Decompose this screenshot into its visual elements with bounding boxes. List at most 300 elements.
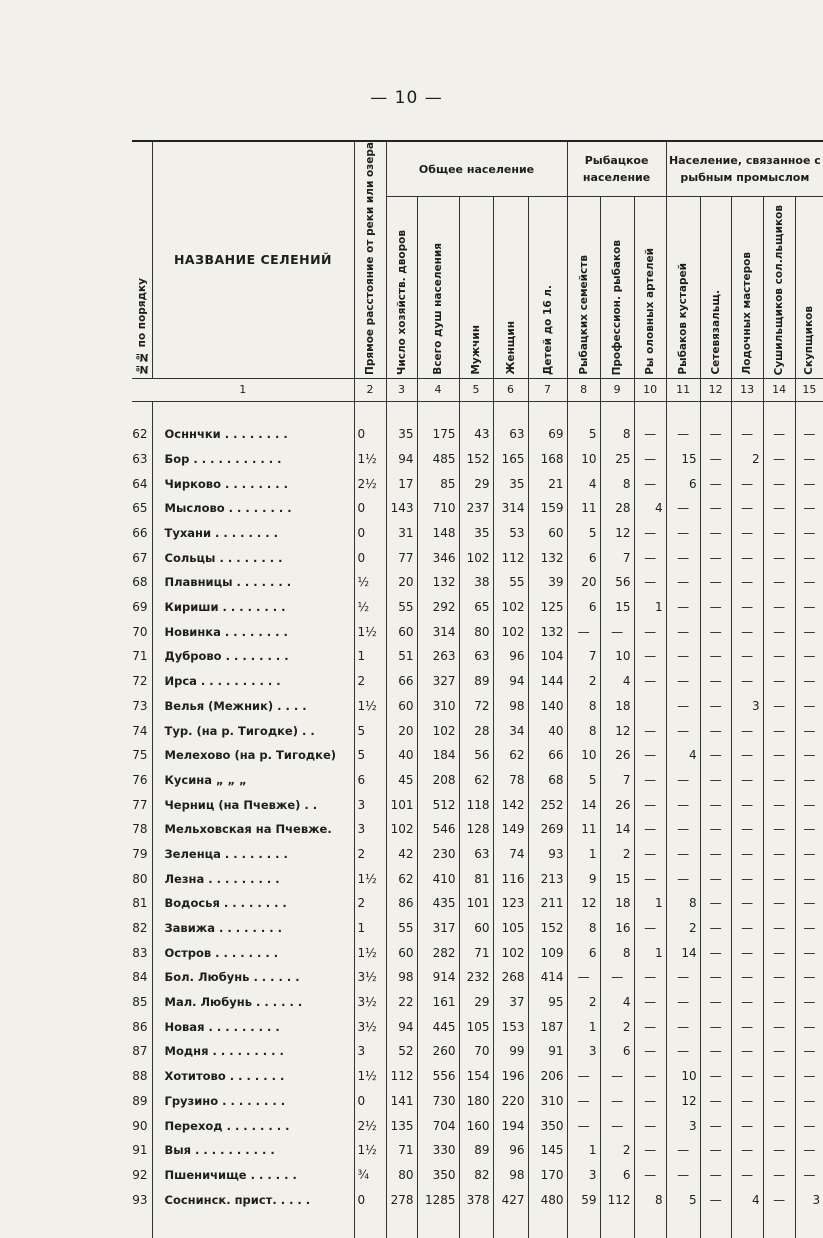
data-cell: 29 bbox=[459, 990, 493, 1015]
data-cell: 346 bbox=[417, 545, 459, 570]
data-cell: — bbox=[700, 842, 731, 867]
data-cell: 91 bbox=[528, 1039, 567, 1064]
settlement-name: Модня . . . . . . . . . bbox=[152, 1039, 354, 1064]
data-cell: 102 bbox=[493, 595, 528, 620]
data-cell: — bbox=[763, 1064, 795, 1089]
table-row bbox=[132, 471, 823, 496]
data-cell: 310 bbox=[417, 694, 459, 719]
data-cell: 556 bbox=[417, 1064, 459, 1089]
data-cell: — bbox=[795, 768, 823, 793]
data-cell: 98 bbox=[493, 1163, 528, 1188]
data-cell: 140 bbox=[528, 694, 567, 719]
data-cell: 60 bbox=[459, 916, 493, 941]
data-cell: — bbox=[666, 792, 700, 817]
data-cell: 132 bbox=[417, 570, 459, 595]
distance-cell: 3 bbox=[354, 792, 386, 817]
data-cell: — bbox=[731, 743, 763, 768]
table-body bbox=[132, 401, 823, 1238]
data-cell: — bbox=[763, 496, 795, 521]
data-cell: — bbox=[666, 990, 700, 1015]
distance-cell: 0 bbox=[354, 1187, 386, 1212]
data-cell: — bbox=[795, 496, 823, 521]
data-cell: — bbox=[731, 891, 763, 916]
data-cell: 66 bbox=[528, 743, 567, 768]
data-cell: 4 bbox=[666, 743, 700, 768]
data-cell: — bbox=[634, 990, 666, 1015]
data-cell: 35 bbox=[386, 422, 417, 447]
data-cell: — bbox=[731, 1039, 763, 1064]
data-cell: 17 bbox=[386, 471, 417, 496]
distance-cell: 2 bbox=[354, 891, 386, 916]
data-cell: 194 bbox=[493, 1113, 528, 1138]
data-cell: — bbox=[763, 1113, 795, 1138]
data-cell: — bbox=[731, 1113, 763, 1138]
column-number: 12 bbox=[700, 378, 731, 401]
row-number: 63 bbox=[132, 451, 148, 466]
data-cell: — bbox=[795, 545, 823, 570]
distance-cell: 1½ bbox=[354, 866, 386, 891]
data-cell: — bbox=[731, 916, 763, 941]
data-cell: 268 bbox=[493, 965, 528, 990]
data-cell: 71 bbox=[386, 1138, 417, 1163]
data-cell: 6 bbox=[666, 471, 700, 496]
data-cell: — bbox=[795, 447, 823, 472]
data-cell: — bbox=[634, 1089, 666, 1114]
settlement-name: Черниц (на Пчевже) . . bbox=[152, 792, 354, 817]
data-cell: 94 bbox=[493, 669, 528, 694]
data-cell: 327 bbox=[417, 669, 459, 694]
data-cell: — bbox=[795, 891, 823, 916]
table-row bbox=[132, 447, 823, 472]
data-cell: — bbox=[763, 842, 795, 867]
column-number: 4 bbox=[417, 378, 459, 401]
data-cell: 350 bbox=[417, 1163, 459, 1188]
table-row bbox=[132, 1163, 823, 1188]
data-cell: — bbox=[795, 792, 823, 817]
table-row bbox=[132, 570, 823, 595]
data-cell: 154 bbox=[459, 1064, 493, 1089]
row-number: 67 bbox=[132, 550, 148, 565]
data-cell: 101 bbox=[459, 891, 493, 916]
data-cell: — bbox=[763, 644, 795, 669]
data-cell: — bbox=[731, 471, 763, 496]
distance-cell: 3½ bbox=[354, 1014, 386, 1039]
table-header bbox=[132, 141, 823, 401]
data-cell: — bbox=[634, 644, 666, 669]
data-cell: — bbox=[731, 570, 763, 595]
settlement-name: Новая . . . . . . . . . bbox=[152, 1014, 354, 1039]
data-cell: 142 bbox=[493, 792, 528, 817]
data-cell: — bbox=[700, 718, 731, 743]
data-cell: 252 bbox=[528, 792, 567, 817]
data-cell: — bbox=[763, 471, 795, 496]
table-row bbox=[132, 718, 823, 743]
row-number: 72 bbox=[132, 674, 148, 689]
data-cell: 40 bbox=[386, 743, 417, 768]
settlement-name: Дуброво . . . . . . . . bbox=[152, 644, 354, 669]
data-cell: 445 bbox=[417, 1014, 459, 1039]
data-cell: 112 bbox=[600, 1187, 634, 1212]
data-cell: — bbox=[795, 817, 823, 842]
data-cell: 152 bbox=[528, 916, 567, 941]
data-cell: 86 bbox=[386, 891, 417, 916]
data-cell: 12 bbox=[600, 718, 634, 743]
distance-cell: ¾ bbox=[354, 1163, 386, 1188]
data-cell: — bbox=[634, 1014, 666, 1039]
data-cell: — bbox=[700, 595, 731, 620]
data-cell: 98 bbox=[493, 694, 528, 719]
data-cell: — bbox=[763, 545, 795, 570]
data-cell: 6 bbox=[567, 595, 600, 620]
data-cell: 6 bbox=[567, 940, 600, 965]
data-cell: 6 bbox=[600, 1039, 634, 1064]
settlement-name: Мыслово . . . . . . . . bbox=[152, 496, 354, 521]
data-cell: — bbox=[731, 644, 763, 669]
table-row bbox=[132, 521, 823, 546]
data-cell: — bbox=[731, 619, 763, 644]
distance-cell: 1½ bbox=[354, 940, 386, 965]
distance-cell: 3 bbox=[354, 1039, 386, 1064]
data-cell: 1 bbox=[567, 1138, 600, 1163]
data-cell: 18 bbox=[600, 694, 634, 719]
data-cell: 93 bbox=[528, 842, 567, 867]
data-cell: — bbox=[795, 916, 823, 941]
data-cell: 56 bbox=[459, 743, 493, 768]
distance-cell: 0 bbox=[354, 496, 386, 521]
distance-cell: 2½ bbox=[354, 471, 386, 496]
data-cell: 159 bbox=[528, 496, 567, 521]
table-row bbox=[132, 545, 823, 570]
data-cell: 2 bbox=[600, 1138, 634, 1163]
data-cell: — bbox=[700, 570, 731, 595]
data-cell: 4 bbox=[600, 669, 634, 694]
data-cell: 211 bbox=[528, 891, 567, 916]
table-row bbox=[132, 990, 823, 1015]
table-row bbox=[132, 743, 823, 768]
data-cell: 3 bbox=[567, 1163, 600, 1188]
data-cell: 16 bbox=[600, 916, 634, 941]
col-men-header: Мужчин bbox=[459, 197, 493, 379]
data-cell: 269 bbox=[528, 817, 567, 842]
table-row bbox=[132, 916, 823, 941]
data-cell: 34 bbox=[493, 718, 528, 743]
data-cell: — bbox=[731, 792, 763, 817]
data-cell: — bbox=[700, 694, 731, 719]
data-cell: — bbox=[666, 1138, 700, 1163]
data-cell: 12 bbox=[600, 521, 634, 546]
data-cell: 512 bbox=[417, 792, 459, 817]
data-cell: 55 bbox=[493, 570, 528, 595]
data-cell: — bbox=[700, 545, 731, 570]
data-cell: — bbox=[567, 1089, 600, 1114]
data-cell: — bbox=[795, 694, 823, 719]
data-cell: 5 bbox=[567, 422, 600, 447]
data-cell: 4 bbox=[634, 496, 666, 521]
data-cell: — bbox=[666, 496, 700, 521]
data-cell: 208 bbox=[417, 768, 459, 793]
col-children-header: Детей до 16 л. bbox=[528, 197, 567, 379]
data-cell: 10 bbox=[567, 743, 600, 768]
column-number: 7 bbox=[528, 378, 567, 401]
data-cell: — bbox=[763, 694, 795, 719]
data-cell: — bbox=[763, 965, 795, 990]
settlement-name: Бор . . . . . . . . . . . bbox=[152, 447, 354, 472]
data-cell: — bbox=[666, 644, 700, 669]
data-cell: 1285 bbox=[417, 1187, 459, 1212]
data-cell: — bbox=[700, 792, 731, 817]
col-artels-header: Ры оловных артелей bbox=[634, 197, 666, 379]
data-cell: — bbox=[795, 866, 823, 891]
settlement-name: Осннчки . . . . . . . . bbox=[152, 422, 354, 447]
row-number: 77 bbox=[132, 797, 148, 812]
settlement-name: Водосья . . . . . . . . bbox=[152, 891, 354, 916]
data-cell: — bbox=[763, 817, 795, 842]
data-cell: 2 bbox=[600, 1014, 634, 1039]
data-cell: — bbox=[731, 768, 763, 793]
data-cell: 55 bbox=[386, 595, 417, 620]
table-row bbox=[132, 669, 823, 694]
data-cell: 710 bbox=[417, 496, 459, 521]
column-number: 10 bbox=[634, 378, 666, 401]
column-number: 9 bbox=[600, 378, 634, 401]
data-cell: 8 bbox=[567, 916, 600, 941]
data-cell: 70 bbox=[459, 1039, 493, 1064]
distance-cell: ½ bbox=[354, 570, 386, 595]
data-cell: — bbox=[763, 891, 795, 916]
data-cell: — bbox=[666, 1039, 700, 1064]
data-cell: 9 bbox=[567, 866, 600, 891]
data-cell: 60 bbox=[386, 940, 417, 965]
data-cell: — bbox=[666, 521, 700, 546]
data-cell: 62 bbox=[493, 743, 528, 768]
data-cell: 21 bbox=[528, 471, 567, 496]
data-cell: 213 bbox=[528, 866, 567, 891]
data-cell: 104 bbox=[528, 644, 567, 669]
data-cell: 480 bbox=[528, 1187, 567, 1212]
data-cell: 28 bbox=[459, 718, 493, 743]
data-cell: — bbox=[700, 447, 731, 472]
data-cell: 125 bbox=[528, 595, 567, 620]
distance-cell: 1½ bbox=[354, 447, 386, 472]
settlement-name: Ирса . . . . . . . . . . bbox=[152, 669, 354, 694]
distance-cell: 2½ bbox=[354, 1113, 386, 1138]
data-cell: — bbox=[700, 1014, 731, 1039]
data-cell: — bbox=[795, 1138, 823, 1163]
settlement-name: Чирково . . . . . . . . bbox=[152, 471, 354, 496]
column-number: 2 bbox=[354, 378, 386, 401]
data-cell: 101 bbox=[386, 792, 417, 817]
data-cell: 2 bbox=[666, 916, 700, 941]
data-cell: — bbox=[700, 669, 731, 694]
distance-cell: 1½ bbox=[354, 1138, 386, 1163]
data-cell: 730 bbox=[417, 1089, 459, 1114]
data-cell: 63 bbox=[459, 842, 493, 867]
data-cell: 60 bbox=[528, 521, 567, 546]
data-cell: — bbox=[666, 768, 700, 793]
data-cell: 56 bbox=[600, 570, 634, 595]
data-cell: 4 bbox=[600, 990, 634, 1015]
data-cell: 5 bbox=[567, 521, 600, 546]
data-cell: 206 bbox=[528, 1064, 567, 1089]
data-cell: — bbox=[634, 521, 666, 546]
data-cell: — bbox=[666, 570, 700, 595]
data-cell: — bbox=[700, 965, 731, 990]
data-cell: — bbox=[666, 595, 700, 620]
data-cell: 3 bbox=[731, 694, 763, 719]
table-row bbox=[132, 768, 823, 793]
row-number: 90 bbox=[132, 1118, 148, 1133]
data-cell: — bbox=[634, 1064, 666, 1089]
settlement-name: Лезна . . . . . . . . . bbox=[152, 866, 354, 891]
data-cell: — bbox=[763, 940, 795, 965]
data-cell: 175 bbox=[417, 422, 459, 447]
column-number: 3 bbox=[386, 378, 417, 401]
settlement-name: Тур. (на р. Тигодке) . . bbox=[152, 718, 354, 743]
data-cell: — bbox=[731, 1089, 763, 1114]
data-cell: — bbox=[731, 1163, 763, 1188]
data-cell: 10 bbox=[666, 1064, 700, 1089]
data-cell: — bbox=[600, 1113, 634, 1138]
data-cell: — bbox=[700, 1039, 731, 1064]
row-number: 89 bbox=[132, 1093, 148, 1108]
distance-cell: 1 bbox=[354, 644, 386, 669]
settlement-name: Переход . . . . . . . . bbox=[152, 1113, 354, 1138]
col-name-header: НАЗВАНИЕ СЕЛЕНИЙ bbox=[152, 141, 354, 378]
table-row bbox=[132, 694, 823, 719]
data-cell: 82 bbox=[459, 1163, 493, 1188]
row-number: 79 bbox=[132, 846, 148, 861]
data-cell: 26 bbox=[600, 792, 634, 817]
column-numbers-row bbox=[132, 378, 823, 401]
data-cell: — bbox=[634, 669, 666, 694]
data-cell: 314 bbox=[417, 619, 459, 644]
row-number: 85 bbox=[132, 995, 148, 1010]
data-cell: — bbox=[634, 1113, 666, 1138]
data-cell: — bbox=[700, 644, 731, 669]
settlement-name: Выя . . . . . . . . . . bbox=[152, 1138, 354, 1163]
data-cell: — bbox=[700, 1089, 731, 1114]
data-cell: 94 bbox=[386, 1014, 417, 1039]
data-cell: 89 bbox=[459, 1138, 493, 1163]
data-cell: 94 bbox=[386, 447, 417, 472]
data-cell: 263 bbox=[417, 644, 459, 669]
data-cell: 43 bbox=[459, 422, 493, 447]
data-cell: 26 bbox=[600, 743, 634, 768]
data-cell: 11 bbox=[567, 817, 600, 842]
data-cell: — bbox=[731, 545, 763, 570]
settlement-name: Завижа . . . . . . . . bbox=[152, 916, 354, 941]
data-cell: 8 bbox=[634, 1187, 666, 1212]
data-cell: — bbox=[634, 545, 666, 570]
data-cell: — bbox=[700, 422, 731, 447]
row-number: 81 bbox=[132, 896, 148, 911]
distance-cell: 0 bbox=[354, 545, 386, 570]
data-cell: 5 bbox=[666, 1187, 700, 1212]
data-cell: 220 bbox=[493, 1089, 528, 1114]
data-cell: — bbox=[795, 521, 823, 546]
data-cell: 77 bbox=[386, 545, 417, 570]
data-cell: 72 bbox=[459, 694, 493, 719]
distance-cell: 5 bbox=[354, 743, 386, 768]
group-total-population: Общее население bbox=[386, 141, 567, 197]
data-cell: 1 bbox=[634, 940, 666, 965]
data-cell: — bbox=[795, 1064, 823, 1089]
data-cell: 18 bbox=[600, 891, 634, 916]
data-cell: 38 bbox=[459, 570, 493, 595]
distance-cell: 1 bbox=[354, 916, 386, 941]
settlement-name: Плавницы . . . . . . . bbox=[152, 570, 354, 595]
row-number: 71 bbox=[132, 649, 148, 664]
data-cell: 187 bbox=[528, 1014, 567, 1039]
col-dryers-header: Сушильщиков сол.льщиков bbox=[763, 197, 795, 379]
data-cell: 5 bbox=[567, 768, 600, 793]
data-cell: 278 bbox=[386, 1187, 417, 1212]
data-cell: 35 bbox=[459, 521, 493, 546]
data-cell: — bbox=[700, 1138, 731, 1163]
data-cell: 161 bbox=[417, 990, 459, 1015]
data-cell: — bbox=[795, 718, 823, 743]
table-row bbox=[132, 1138, 823, 1163]
data-cell: 78 bbox=[493, 768, 528, 793]
data-cell: 65 bbox=[459, 595, 493, 620]
data-cell: 29 bbox=[459, 471, 493, 496]
data-cell: 35 bbox=[493, 471, 528, 496]
data-cell: 7 bbox=[567, 644, 600, 669]
data-cell: 230 bbox=[417, 842, 459, 867]
data-cell: — bbox=[666, 842, 700, 867]
data-cell: — bbox=[763, 768, 795, 793]
table-row bbox=[132, 1187, 823, 1212]
data-cell: 8 bbox=[666, 891, 700, 916]
column-number: 6 bbox=[493, 378, 528, 401]
data-cell: — bbox=[666, 817, 700, 842]
data-cell: 89 bbox=[459, 669, 493, 694]
data-cell: 102 bbox=[459, 545, 493, 570]
data-cell: 39 bbox=[528, 570, 567, 595]
data-cell: — bbox=[700, 1163, 731, 1188]
data-cell: 232 bbox=[459, 965, 493, 990]
row-number: 64 bbox=[132, 476, 148, 491]
data-cell: 4 bbox=[567, 471, 600, 496]
col-fish-families-header: Рыбацких семейств bbox=[567, 197, 600, 379]
data-cell: — bbox=[763, 1163, 795, 1188]
distance-cell: 2 bbox=[354, 842, 386, 867]
col-netmakers-header: Сетевязальщ. bbox=[700, 197, 731, 379]
data-cell: — bbox=[763, 1089, 795, 1114]
data-cell: — bbox=[763, 521, 795, 546]
data-cell: 2 bbox=[567, 990, 600, 1015]
data-cell: — bbox=[666, 669, 700, 694]
data-cell: 11 bbox=[567, 496, 600, 521]
data-cell: 314 bbox=[493, 496, 528, 521]
table-row bbox=[132, 965, 823, 990]
data-cell: 52 bbox=[386, 1039, 417, 1064]
data-cell: 105 bbox=[493, 916, 528, 941]
data-cell: 317 bbox=[417, 916, 459, 941]
data-cell: — bbox=[731, 965, 763, 990]
data-cell: 2 bbox=[567, 669, 600, 694]
distance-cell: 0 bbox=[354, 422, 386, 447]
data-cell: — bbox=[731, 866, 763, 891]
data-cell: 2 bbox=[600, 842, 634, 867]
data-cell: 1 bbox=[567, 1014, 600, 1039]
data-cell: — bbox=[795, 669, 823, 694]
distance-cell: 1½ bbox=[354, 619, 386, 644]
data-cell: — bbox=[731, 669, 763, 694]
data-cell: — bbox=[666, 422, 700, 447]
data-cell: 8 bbox=[567, 718, 600, 743]
data-cell: — bbox=[700, 916, 731, 941]
